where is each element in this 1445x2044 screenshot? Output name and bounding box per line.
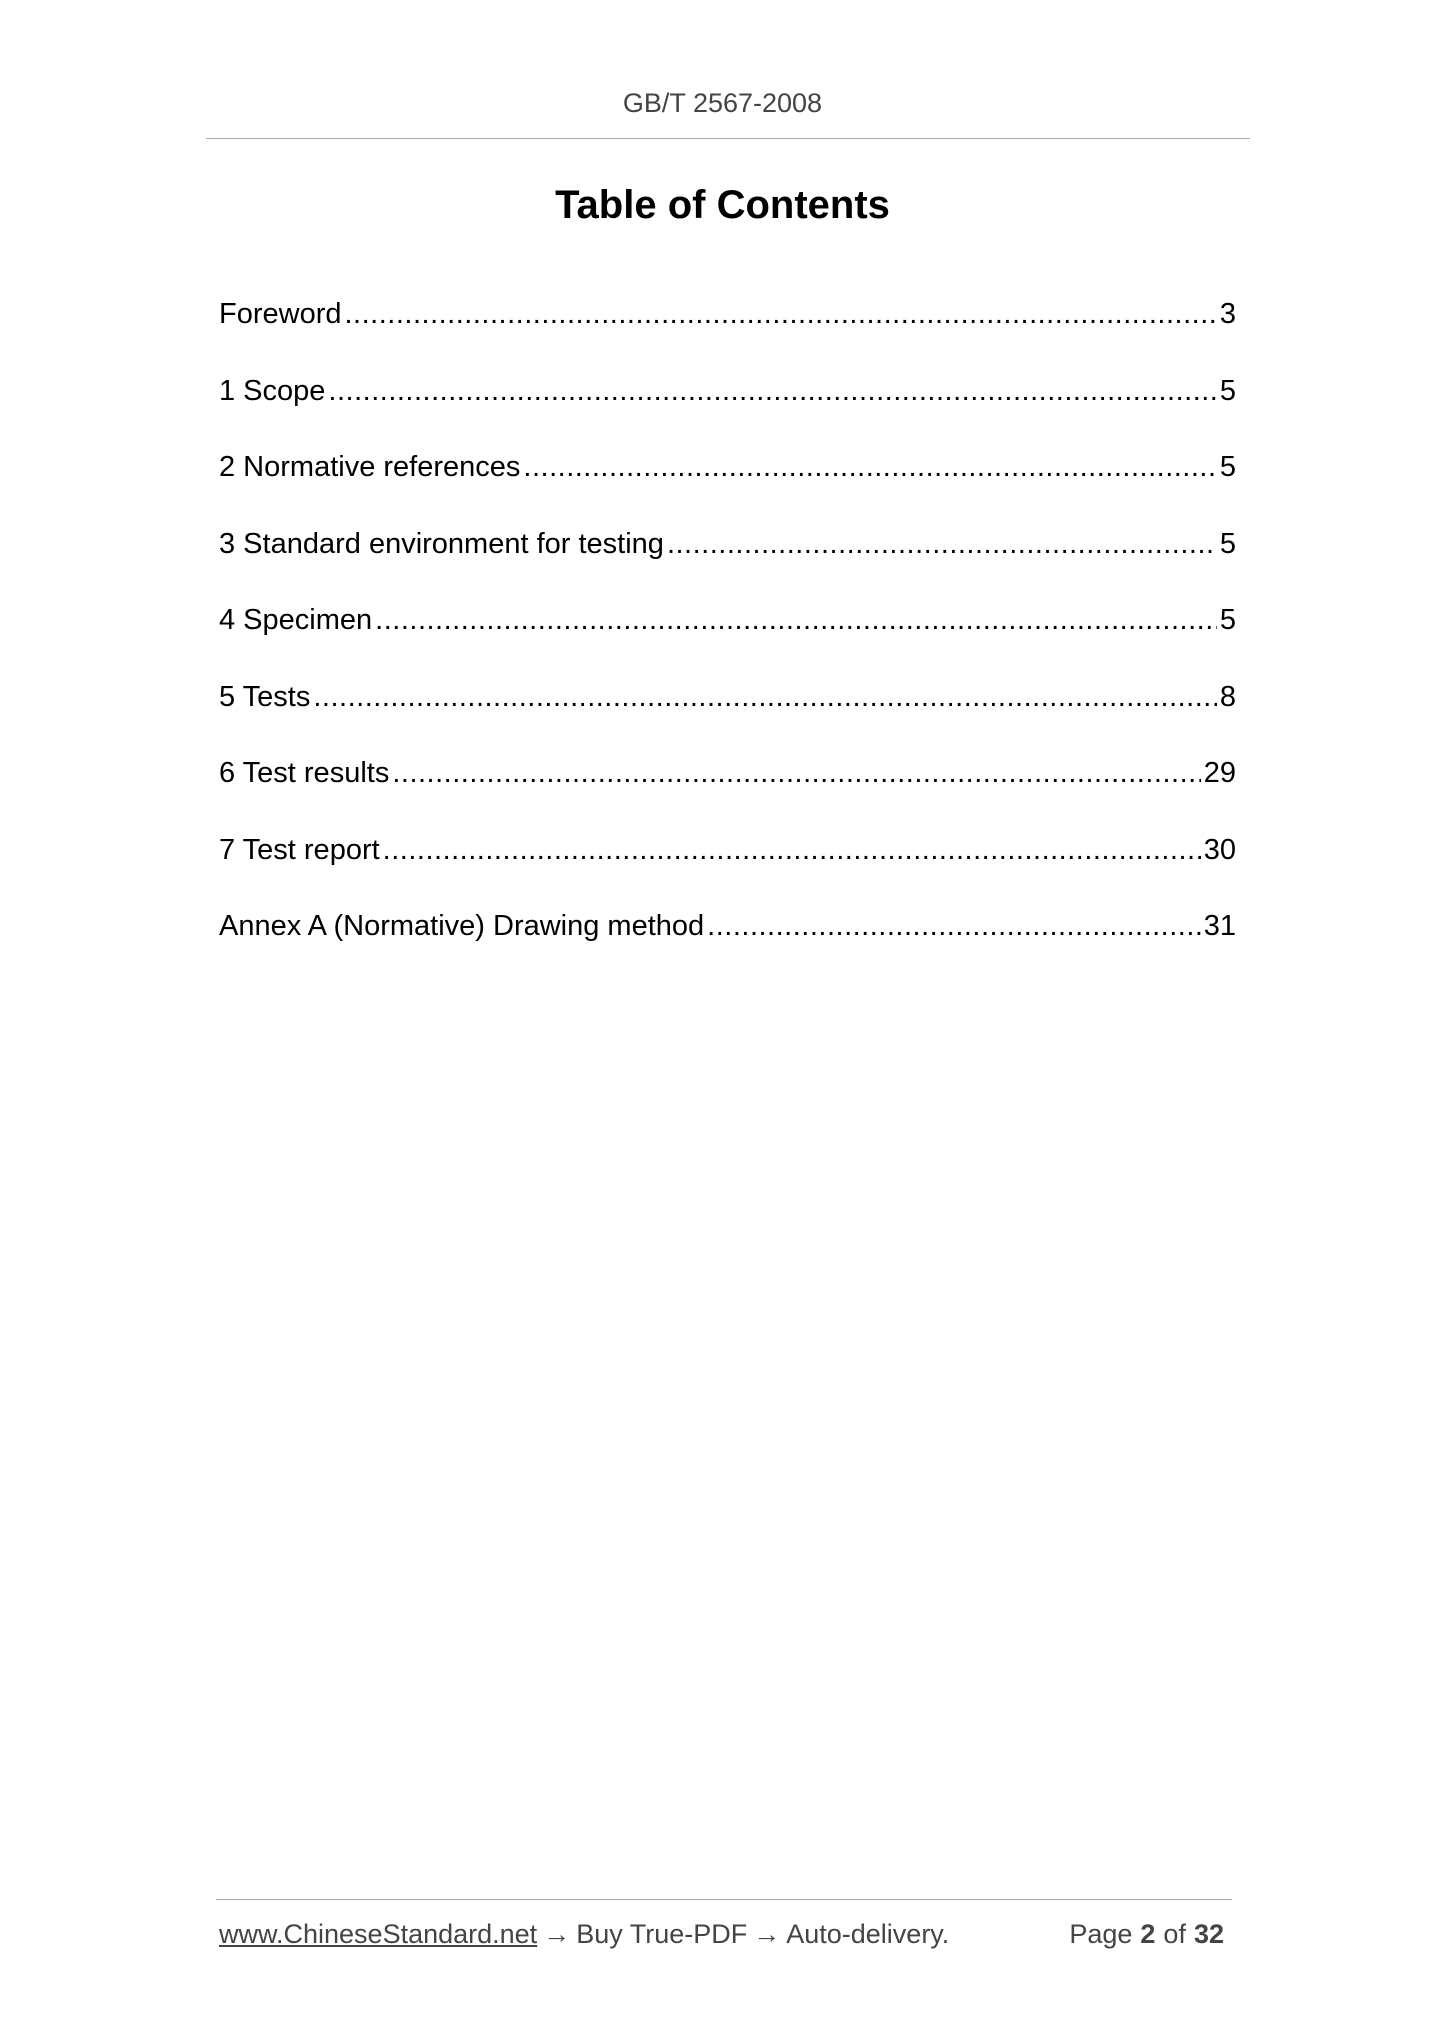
- arrow-right-icon: →: [753, 1919, 781, 1949]
- dot-leader: [345, 298, 1217, 331]
- dot-leader: [523, 451, 1216, 484]
- page-footer: [219, 1919, 1232, 1950]
- buy-true-pdf-text: Buy True-PDF: [576, 1919, 748, 1949]
- dot-leader: [328, 375, 1216, 408]
- toc-entry-page: 5: [1219, 527, 1236, 560]
- toc-entry-label: 1 Scope: [219, 374, 326, 407]
- toc-entry-tests[interactable]: [219, 681, 1236, 758]
- toc-entry-test-report[interactable]: [219, 834, 1236, 911]
- toc-entry-label: Foreword: [219, 298, 342, 330]
- toc-entry-label: 5 Tests: [219, 680, 311, 713]
- page-title: Table of Contents: [555, 183, 890, 227]
- toc-entry-standard-environment[interactable]: [219, 528, 1236, 605]
- dot-leader: [667, 528, 1217, 561]
- footer-promo: [219, 1919, 949, 1950]
- toc-entry-page: 3: [1219, 298, 1236, 330]
- page-of-label: of: [1163, 1919, 1186, 1949]
- toc-entry-label: 7 Test report: [219, 833, 380, 866]
- toc-entry-label: 4 Specimen: [219, 604, 373, 636]
- page-total: 32: [1193, 1919, 1224, 1949]
- dot-leader: [392, 757, 1200, 790]
- toc-entry-page: 31: [1203, 910, 1236, 942]
- header-divider: [206, 138, 1250, 139]
- arrow-right-icon: →: [543, 1919, 571, 1949]
- document-header: GB/T 2567-2008: [622, 88, 823, 118]
- toc-entry-page: 30: [1203, 833, 1236, 866]
- toc-entry-label: Annex A (Normative) Drawing method: [219, 910, 705, 942]
- toc-entry-label: 3 Standard environment for testing: [219, 527, 664, 560]
- toc-entry-scope[interactable]: [219, 375, 1236, 452]
- dot-leader: [383, 834, 1201, 867]
- toc-entry-foreword[interactable]: [219, 298, 1236, 375]
- toc-list: [219, 298, 1236, 987]
- toc-entry-specimen[interactable]: [219, 604, 1236, 681]
- dot-leader: [313, 681, 1217, 714]
- auto-delivery-text: Auto-delivery.: [786, 1919, 950, 1949]
- toc-entry-page: 5: [1219, 604, 1236, 636]
- toc-entry-normative-references[interactable]: [219, 451, 1236, 528]
- toc-entry-page: 5: [1219, 374, 1236, 407]
- toc-entry-label: 2 Normative references: [219, 451, 521, 483]
- toc-entry-label: 6 Test results: [219, 757, 390, 789]
- toc-entry-page: 29: [1203, 757, 1236, 789]
- toc-entry-test-results[interactable]: [219, 757, 1236, 834]
- website-link[interactable]: www.ChineseStandard.net: [219, 1919, 538, 1949]
- dot-leader: [707, 910, 1201, 943]
- dot-leader: [375, 604, 1217, 637]
- page-current: 2: [1140, 1919, 1156, 1949]
- toc-entry-page: 5: [1219, 451, 1236, 483]
- footer-divider: [216, 1899, 1232, 1900]
- page-indicator: [1069, 1919, 1232, 1950]
- toc-entry-annex-a[interactable]: [219, 910, 1236, 987]
- toc-entry-page: 8: [1219, 680, 1236, 713]
- page-label: Page: [1069, 1919, 1133, 1949]
